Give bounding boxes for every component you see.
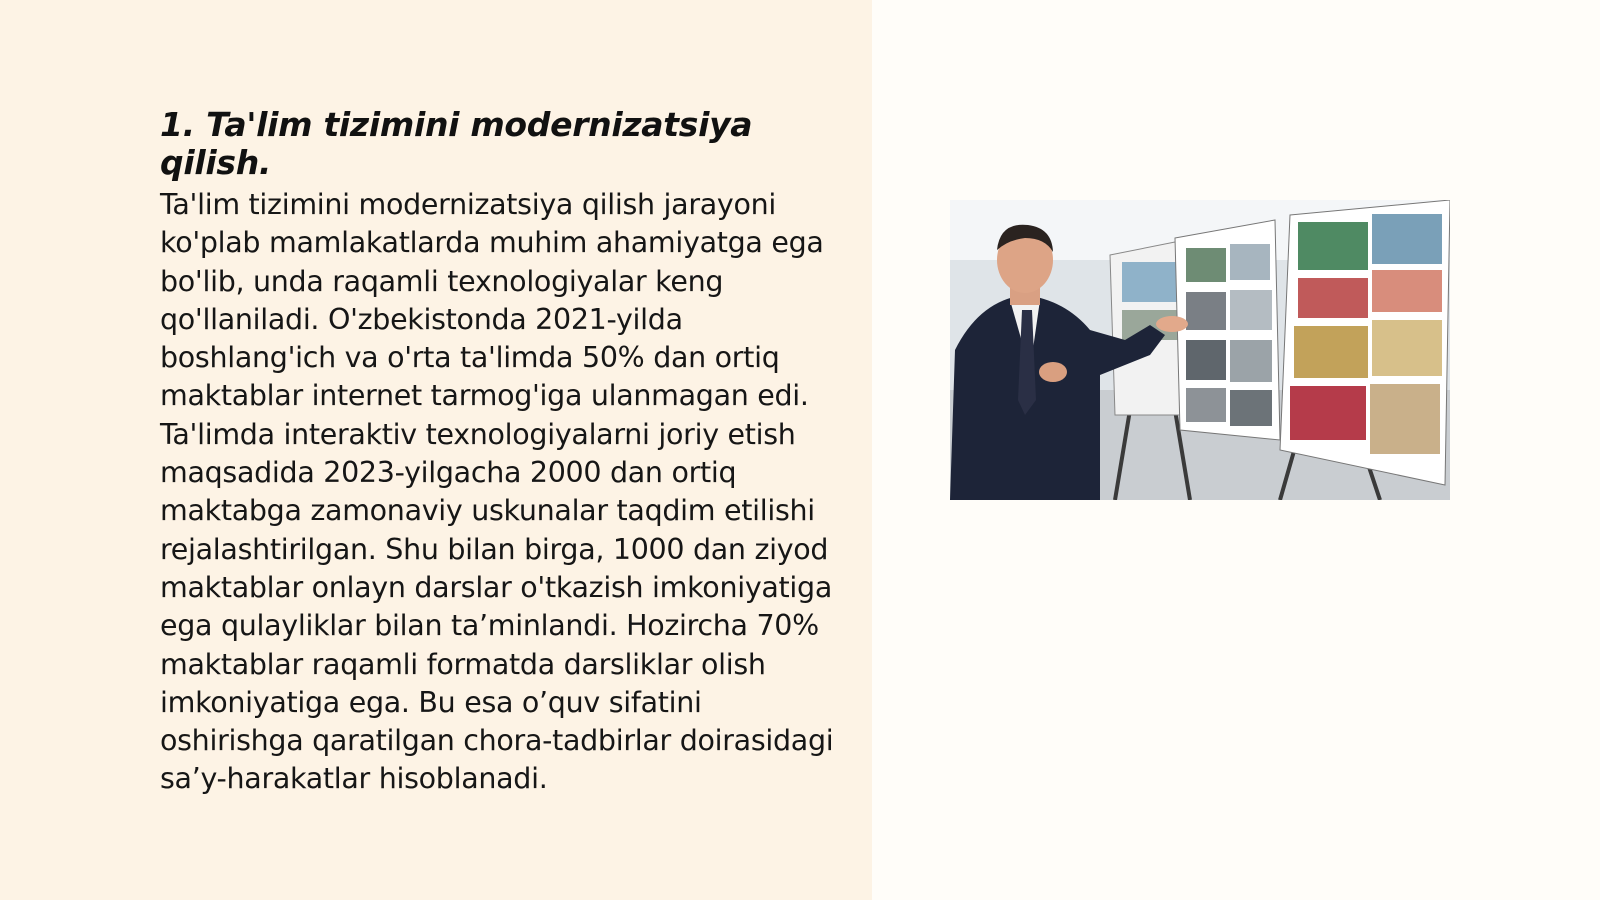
presentation-photo bbox=[950, 200, 1450, 500]
slide-heading: 1. Ta'lim tizimini modernizatsiya qilish. bbox=[160, 105, 753, 182]
slide-body-text: Ta'lim tizimini modernizatsiya qilish jarayoni ko'plab mamlakatlarda muhim ahamiyatga ega bo'lib, unda raqamli texnologiyalar keng qo'llaniladi. O'zbekistonda 2021-yilda boshlang'ich va o'rta ta'limda 50% dan ortiq maktablar internet tarmog'iga ulanmagan edi. Ta'limda interaktiv texnologiyalarni joriy etish maqsadida 2023-yilgacha 2000 dan ortiq maktabga zamonaviy uskunalar taqdim etilishi rejalashtirilgan. Shu bilan birga, 1000 dan ziyod maktablar onlayn darslar o'tkazish imkoniyatiga ega qulayliklar bilan ta’minlandi. Hozircha 70% maktablar raqamli formatda darsliklar olish imkoniyatiga ega. Bu esa o’quv sifatini oshirishga qaratilgan chora-tadbirlar doirasidagi sa’y-harakatlar hisoblanadi. bbox=[160, 188, 834, 796]
right-image-panel bbox=[872, 0, 1600, 900]
presentation-photo-icon bbox=[950, 200, 1450, 500]
